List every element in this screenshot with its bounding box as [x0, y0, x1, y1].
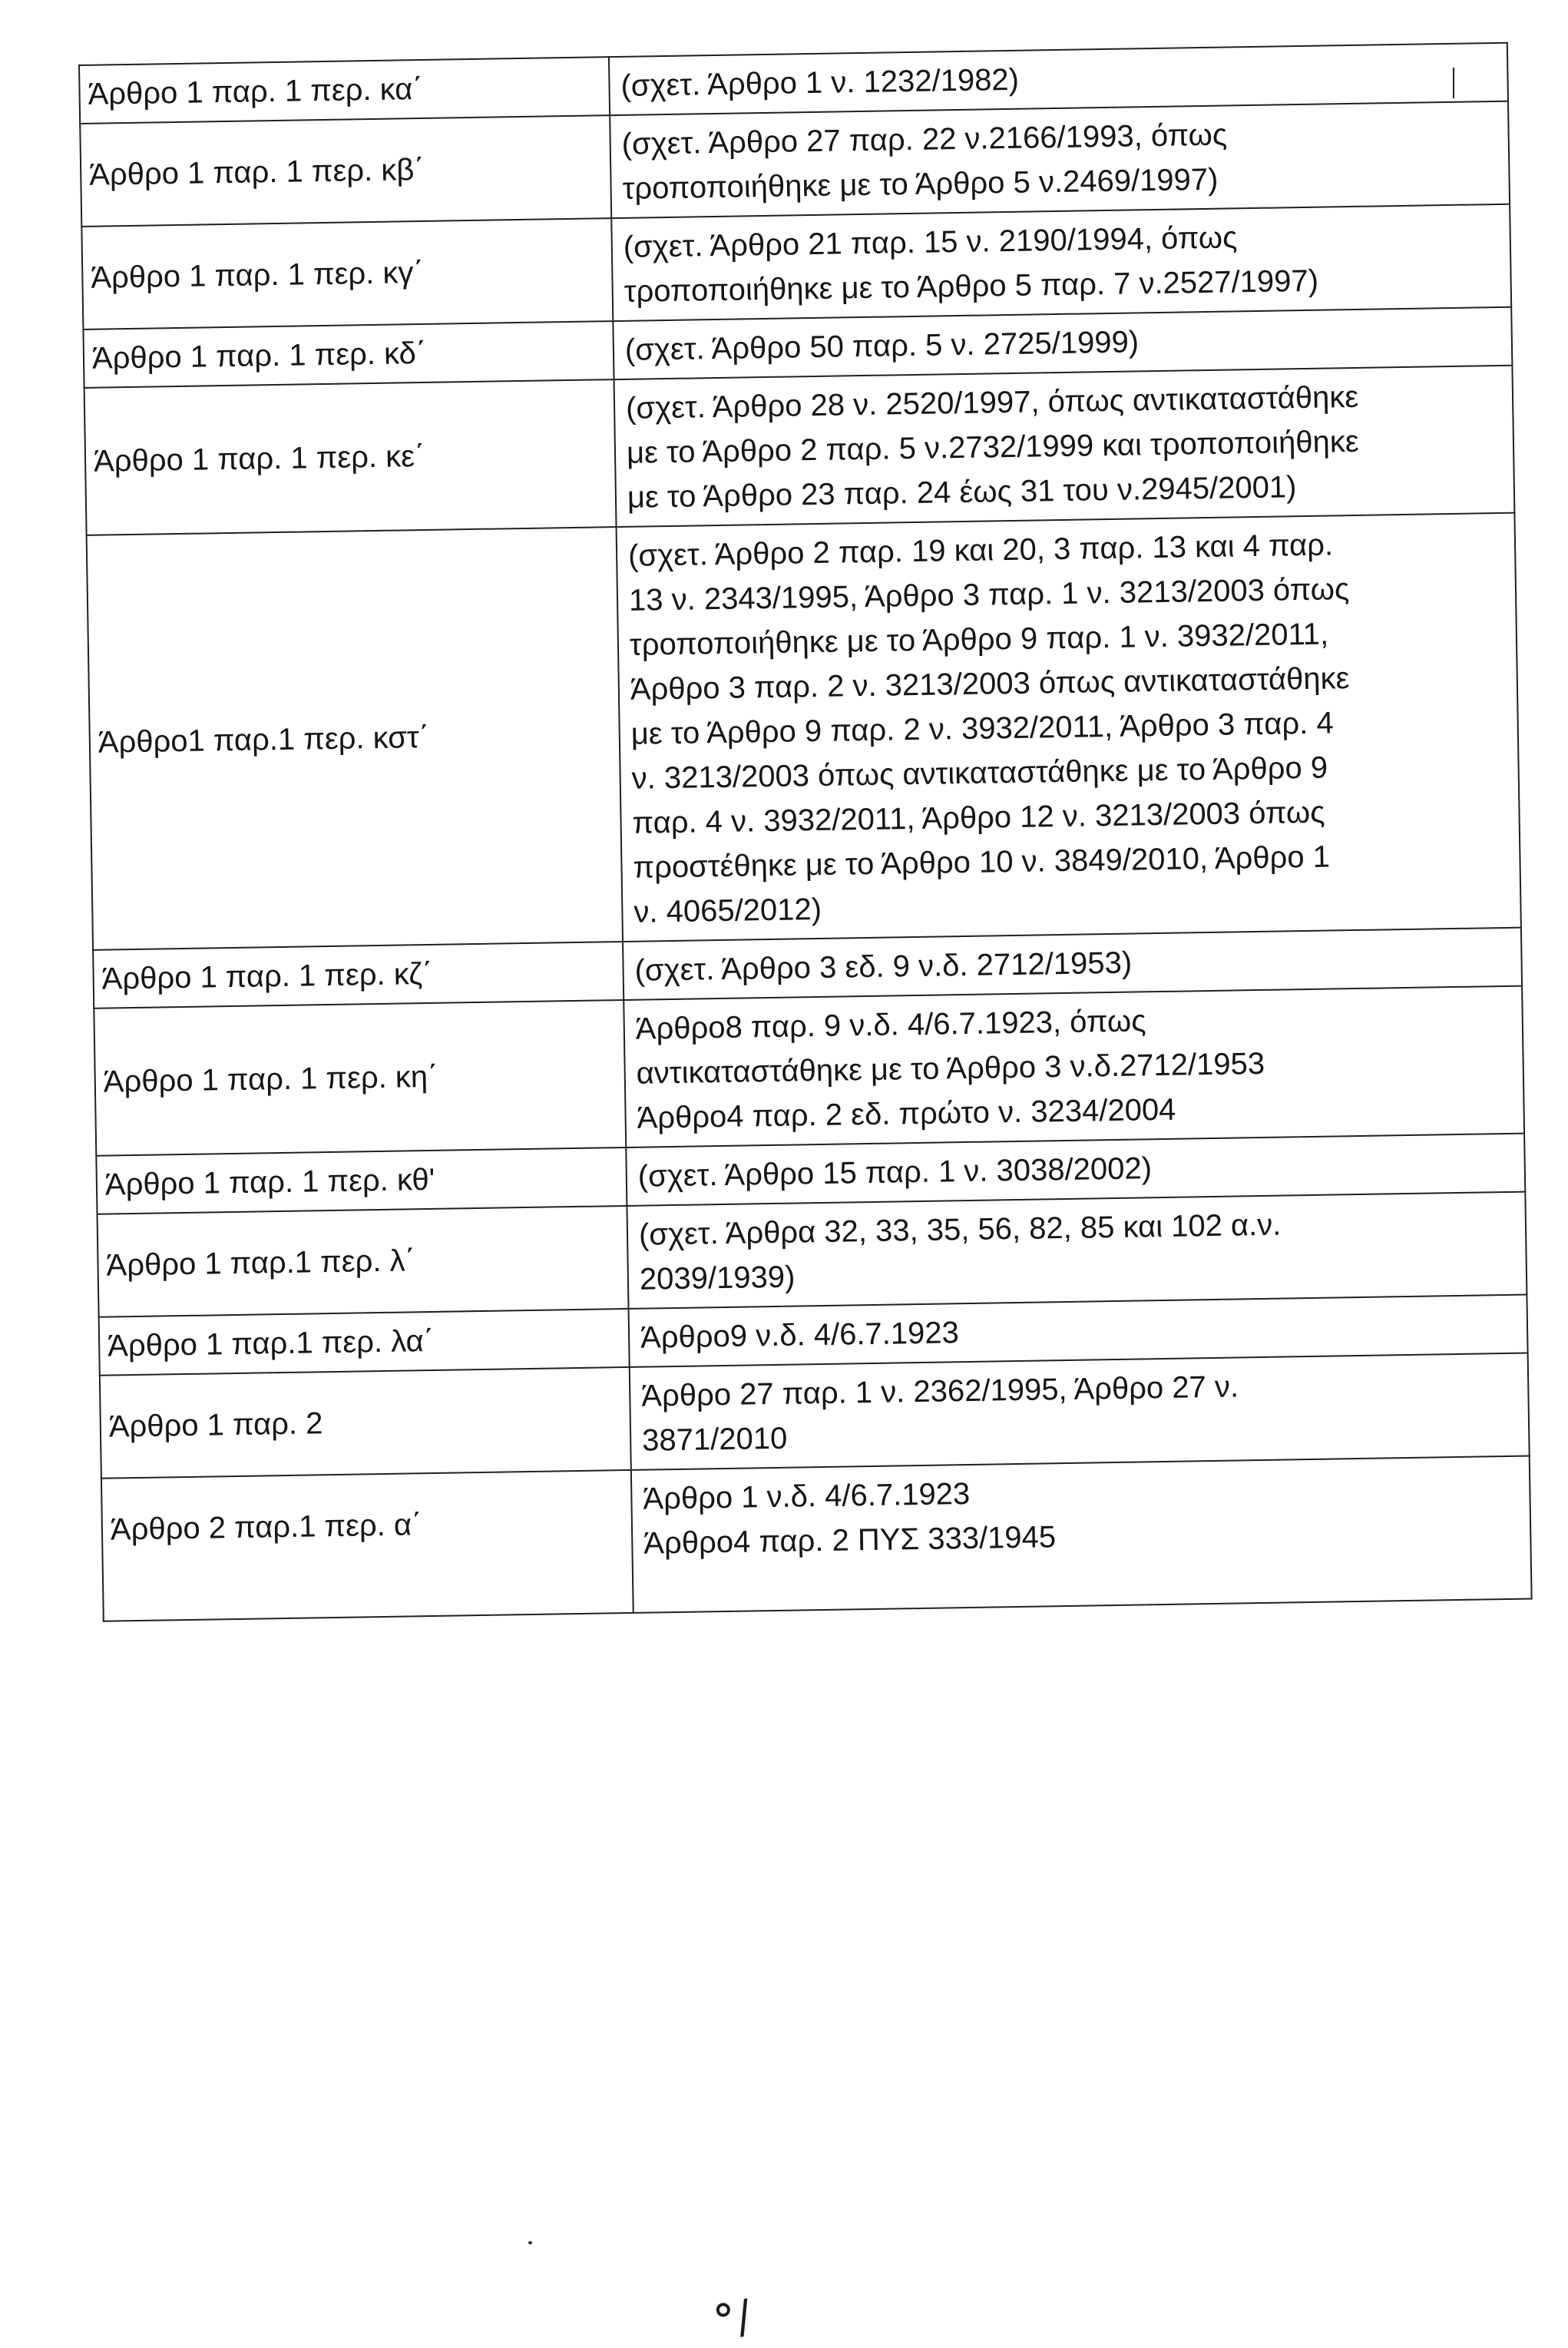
- reference-line: (σχετ. Άρθρο 50 παρ. 5 ν. 2725/1999): [624, 325, 1140, 367]
- reference-cell: [617, 513, 1521, 942]
- article-cell: [83, 321, 614, 388]
- reference-line: Άρθρο 3 παρ. 2 ν. 3213/2003 όπως αντικαταστάθηκε: [630, 661, 1350, 707]
- reference-table: [78, 42, 1533, 1622]
- table-row: [94, 986, 1524, 1156]
- article-cell: [101, 1470, 633, 1621]
- handwritten-page-mark: °/: [709, 2289, 757, 2348]
- article-label: Άρθρο 2 παρ.1 περ. α΄: [110, 1508, 422, 1547]
- reference-line: 13 ν. 2343/1995, Άρθρο 3 παρ. 1 ν. 3213/2003 όπως: [628, 572, 1350, 618]
- reference-line: (σχετ. Άρθρο 27 παρ. 22 ν.2166/1993, όπως: [621, 118, 1228, 161]
- article-label: Άρθρο 1 παρ. 1 περ. κη΄: [103, 1059, 438, 1099]
- reference-cell: [630, 1353, 1530, 1470]
- article-cell: [96, 1148, 627, 1214]
- article-cell: [80, 115, 611, 227]
- article-label: Άρθρο 1 παρ. 1 περ. κε΄: [93, 439, 425, 479]
- stray-mark: [528, 2241, 532, 2244]
- article-cell: [84, 379, 617, 535]
- reference-line: τροποποιήθηκε με το Άρθρο 5 ν.2469/1997): [622, 162, 1219, 206]
- article-label: Άρθρο 1 παρ. 1 περ. κζ΄: [101, 956, 433, 996]
- reference-table-wrapper: [78, 42, 1531, 1622]
- article-label: Άρθρο 1 παρ. 1 περ. κβ΄: [88, 152, 425, 192]
- reference-line: 2039/1939): [639, 1260, 796, 1297]
- reference-line: (σχετ. Άρθρο 15 παρ. 1 ν. 3038/2002): [637, 1151, 1153, 1194]
- article-cell: [79, 57, 610, 124]
- reference-line: Άρθρο9 ν.δ. 4/6.7.1923: [640, 1316, 960, 1355]
- reference-line: παρ. 4 ν. 3932/2011, Άρθρο 12 ν. 3213/2003 όπως: [632, 795, 1325, 840]
- article-cell: [99, 1309, 630, 1376]
- reference-line: Άρθρο 27 παρ. 1 ν. 2362/1995, Άρθρο 27 ν.: [640, 1369, 1239, 1413]
- article-label: Άρθρο 1 παρ. 1 περ. κγ΄: [91, 255, 425, 295]
- reference-line: με το Άρθρο 23 παρ. 24 έως 31 του ν.2945/2001): [627, 470, 1297, 515]
- article-label: Άρθρο 1 παρ. 1 περ. κα΄: [88, 71, 423, 111]
- reference-line: 3871/2010: [641, 1421, 788, 1458]
- article-cell: [81, 218, 613, 330]
- article-cell: [94, 1000, 626, 1156]
- table-row: [101, 1456, 1532, 1621]
- article-cell: [100, 1367, 631, 1479]
- article-cell: [93, 942, 624, 1008]
- reference-line: (σχετ. Άρθρο 28 ν. 2520/1997, όπως αντικαταστάθηκε: [625, 379, 1359, 426]
- reference-cell: [614, 366, 1515, 527]
- table-row: [87, 513, 1521, 950]
- reference-line: Άρθρο4 παρ. 2 ΠΥΣ 333/1945: [643, 1520, 1057, 1561]
- reference-line: Άρθρο 1 ν.δ. 4/6.7.1923: [643, 1476, 971, 1516]
- reference-line: τροποποιήθηκε με το Άρθρο 9 παρ. 1 ν. 3932/2011,: [629, 617, 1329, 662]
- article-label: Άρθρο 1 παρ.1 περ. λ΄: [106, 1244, 416, 1283]
- reference-table-body: [79, 43, 1532, 1621]
- reference-cell: [610, 101, 1510, 218]
- reference-line: Άρθρο4 παρ. 2 εδ. πρώτο ν. 3234/2004: [637, 1092, 1176, 1135]
- reference-line: (σχετ. Άρθρο 1 ν. 1232/1982): [620, 62, 1020, 103]
- article-label: Άρθρο 1 παρ. 1 περ. κδ΄: [91, 336, 427, 376]
- article-label: Άρθρο 1 παρ. 2: [108, 1406, 323, 1444]
- article-label: Άρθρο 1 παρ.1 περ. λα΄: [107, 1323, 435, 1363]
- reference-cell: [631, 1456, 1532, 1613]
- reference-line: τροποποιήθηκε με το Άρθρο 5 παρ. 7 ν.2527/1997): [624, 263, 1319, 309]
- reference-line: προστέθηκε με το Άρθρο 10 ν. 3849/2010, Άρθρο 1: [633, 840, 1331, 885]
- reference-line: ν. 4065/2012): [633, 892, 822, 929]
- reference-cell: [611, 204, 1511, 321]
- reference-line: με το Άρθρο 9 παρ. 2 ν. 3932/2011, Άρθρο 3 παρ. 4: [630, 706, 1334, 751]
- reference-line: Άρθρο8 παρ. 9 ν.δ. 4/6.7.1923, όπως: [635, 1004, 1146, 1046]
- reference-line: (σχετ. Άρθρα 32, 33, 35, 56, 82, 85 και 102 α.ν.: [638, 1207, 1282, 1252]
- reference-line: με το Άρθρο 2 παρ. 5 ν.2732/1999 και τροποποιήθηκε: [626, 424, 1359, 470]
- article-label: Άρθρο 1 παρ. 1 περ. κθ': [104, 1162, 435, 1202]
- reference-line: (σχετ. Άρθρο 3 εδ. 9 ν.δ. 2712/1953): [634, 945, 1133, 988]
- reference-line: (σχετ. Άρθρο 2 παρ. 19 και 20, 3 παρ. 13 και 4 παρ.: [627, 528, 1334, 573]
- reference-cell: [624, 986, 1524, 1148]
- article-cell: [98, 1206, 629, 1317]
- table-row: [84, 366, 1515, 535]
- reference-line: αντικαταστάθηκε με το Άρθρο 3 ν.δ.2712/1953: [636, 1046, 1265, 1091]
- article-label: Άρθρο1 παρ.1 περ. κστ΄: [98, 720, 430, 760]
- reference-cell: [627, 1192, 1527, 1309]
- article-cell: [87, 527, 623, 950]
- reference-line: ν. 3213/2003 όπως αντικαταστάθηκε με το Άρθρο 9: [631, 750, 1328, 796]
- reference-line: (σχετ. Άρθρο 21 παρ. 15 ν. 2190/1994, όπως: [623, 220, 1238, 264]
